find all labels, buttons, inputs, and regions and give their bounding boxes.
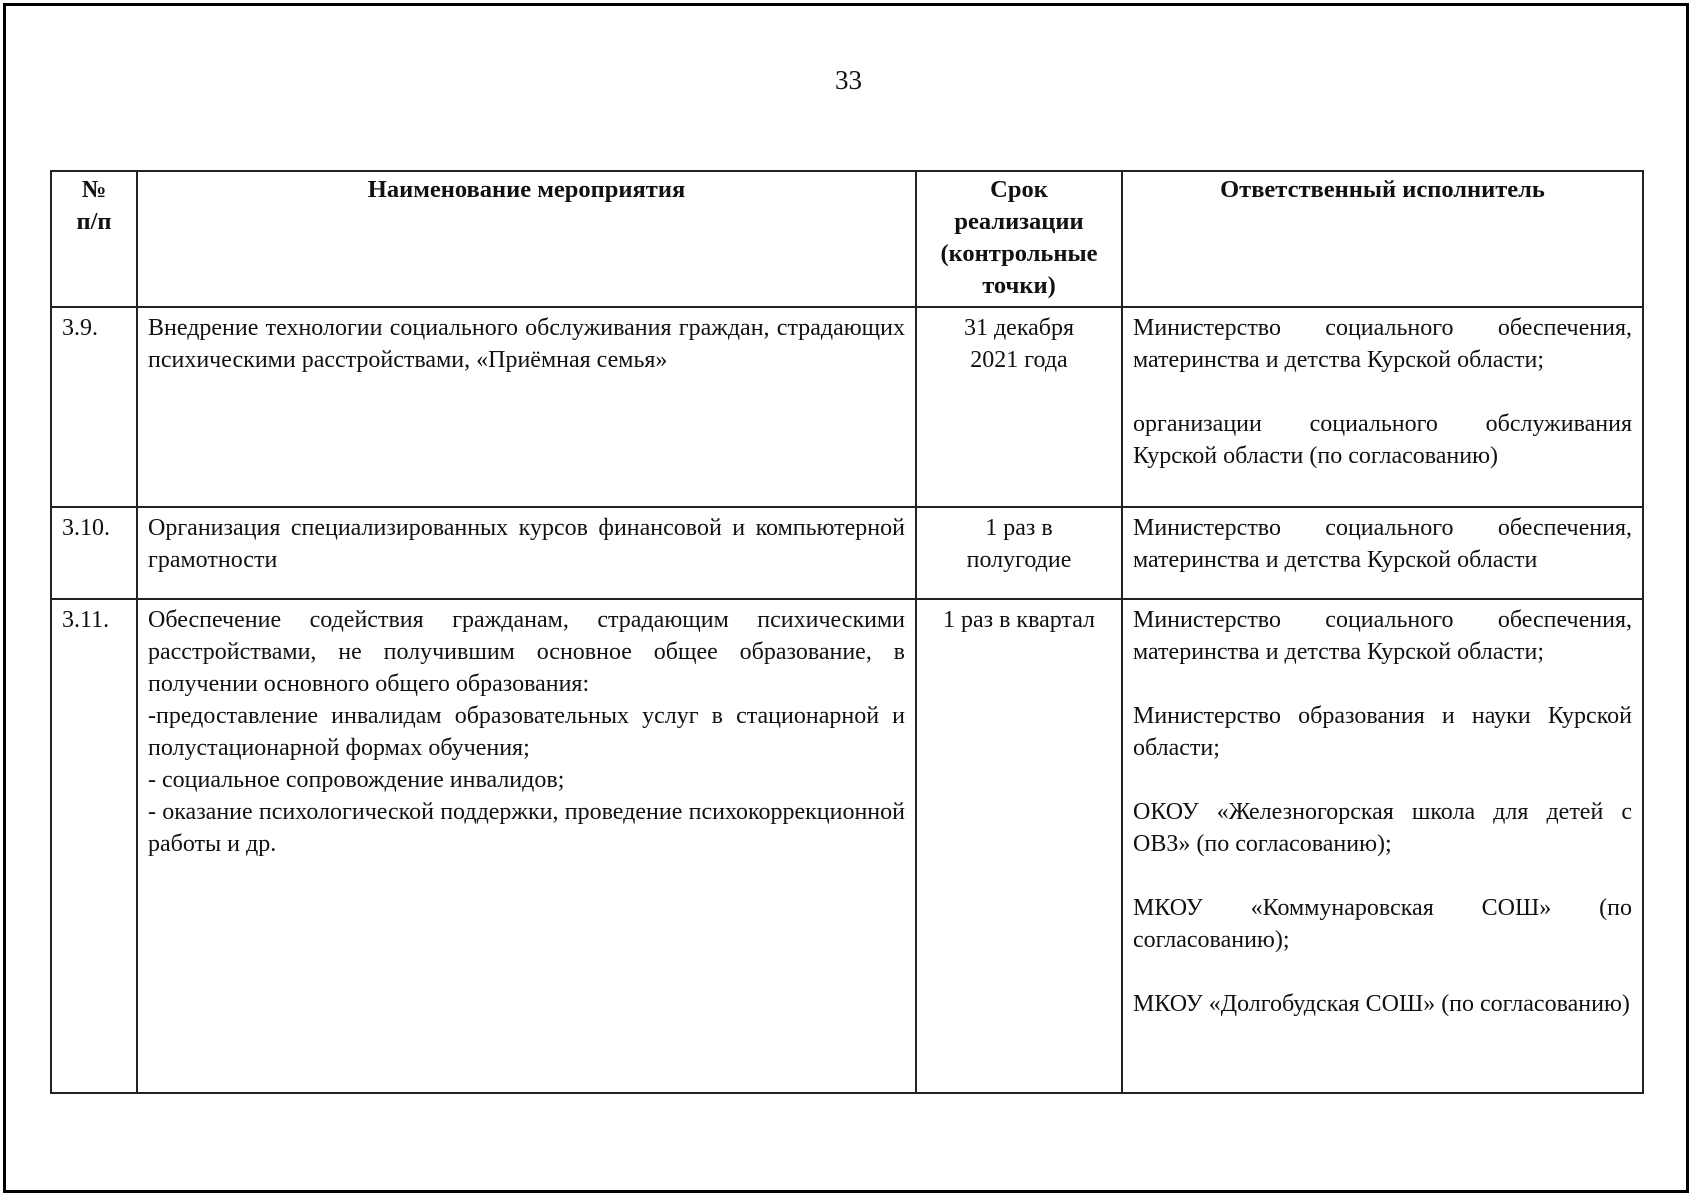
header-responsible: Ответственный исполнитель <box>1122 171 1643 307</box>
header-activity-name: Наименование мероприятия <box>137 171 916 307</box>
table-row <box>51 307 1643 507</box>
activities-table <box>50 170 1644 1094</box>
table-row <box>51 599 1643 1093</box>
deadline: 1 раз в полугодие <box>916 507 1122 599</box>
row-number: 3.9. <box>51 307 137 507</box>
responsible: Министерство социального обеспечения, материнства и детства Курской области; Министерство образования и науки Курской области; ОКОУ «Железногорская школа для детей с ОВЗ» (по согласованию); МКОУ «Коммунаровская СОШ» (по согласованию); МКОУ «Долгобудская СОШ» (по согласованию) <box>1122 599 1643 1093</box>
table-header-row <box>51 171 1643 307</box>
row-number: 3.10. <box>51 507 137 599</box>
responsible: Министерство социального обеспечения, материнства и детства Курской области; организации социального обслуживания Курской области (по согласованию) <box>1122 307 1643 507</box>
responsible: Министерство социального обеспечения, материнства и детства Курской области <box>1122 507 1643 599</box>
row-number: 3.11. <box>51 599 137 1093</box>
page-number: 33 <box>835 65 862 95</box>
activity-name: Организация специализированных курсов финансовой и компьютерной грамотности <box>137 507 916 599</box>
table-row <box>51 507 1643 599</box>
header-deadline: Срок реализации (контрольные точки) <box>916 171 1122 307</box>
deadline: 31 декабря 2021 года <box>916 307 1122 507</box>
activity-name: Обеспечение содействия гражданам, страдающим психическими расстройствами, не получившим основное общее образование, в получении основного общего образования: -предоставление инвалидам образовательных услуг в стационарной и полустационарной формах обучения; - социальное сопровождение инвалидов; - оказание психологической поддержки, проведение психокоррекционной работы и др. <box>137 599 916 1093</box>
deadline: 1 раз в квартал <box>916 599 1122 1093</box>
activity-name: Внедрение технологии социального обслуживания граждан, страдающих психическими расстройствами, «Приёмная семья» <box>137 307 916 507</box>
header-number: № п/п <box>51 171 137 307</box>
